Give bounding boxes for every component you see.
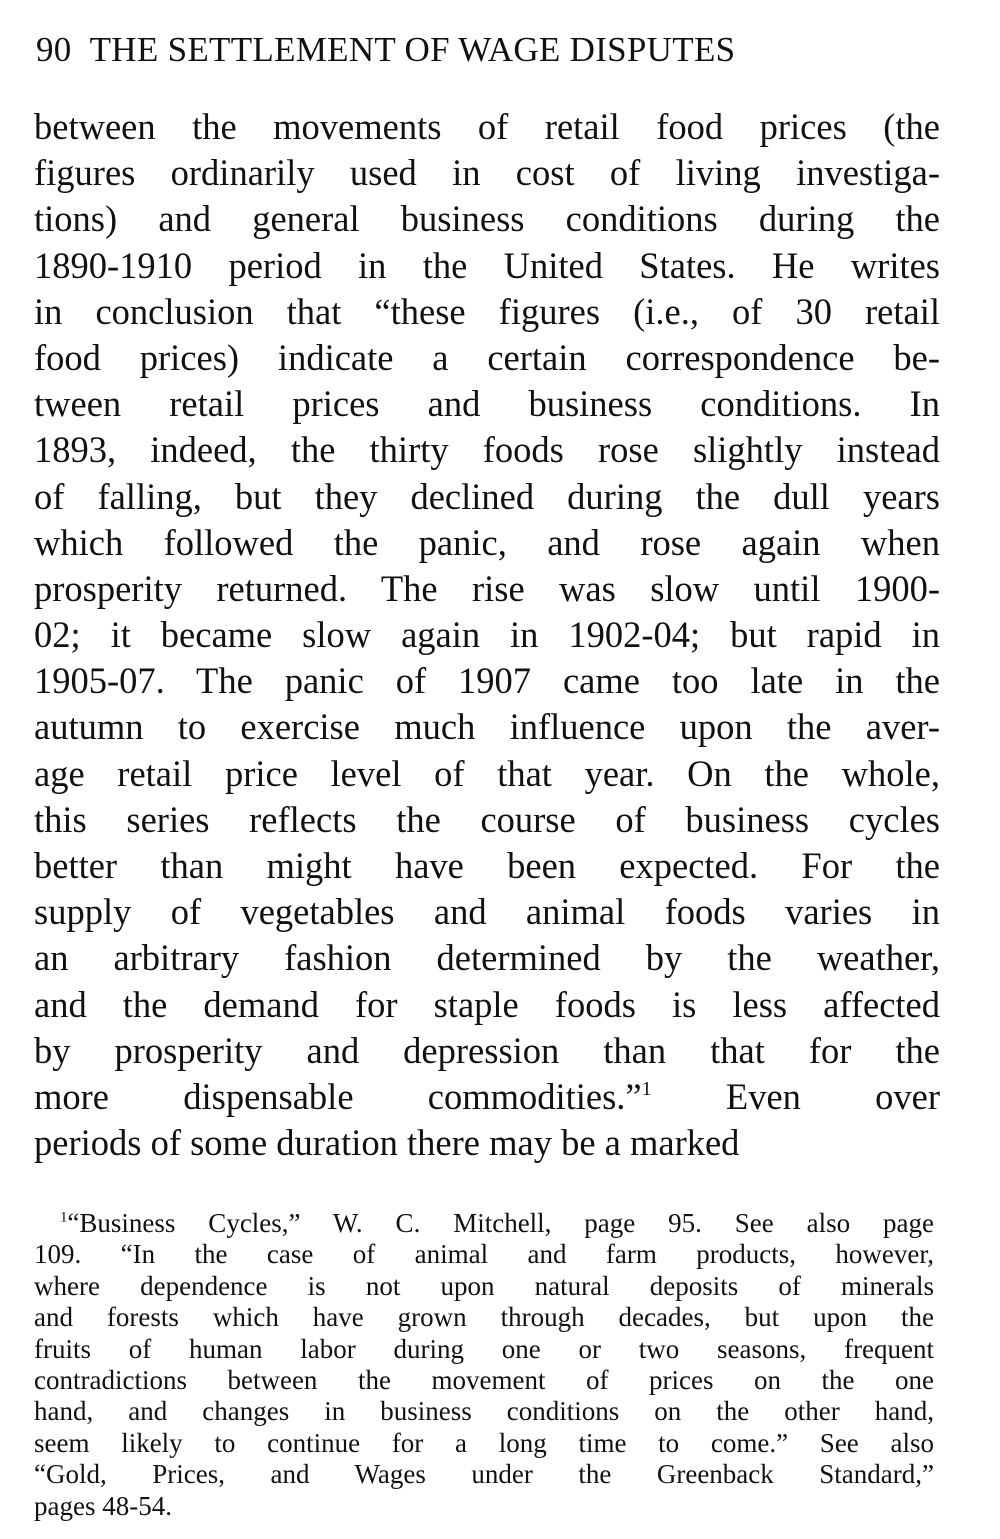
- body-line: periods of some duration there may be a marked: [34, 1122, 740, 1164]
- body-line: in conclusion that “these figures (i.e., of 30 retail: [34, 290, 940, 332]
- running-head: [36, 28, 936, 72]
- body-line: 1905-07. The panic of 1907 came too late in the: [34, 660, 940, 702]
- body-line: better than might have been expected. For the: [34, 845, 940, 886]
- running-title: THE SETTLEMENT OF WAGE DISPUTES: [89, 30, 736, 69]
- body-line: autumn to exercise much influence upon the aver-: [34, 706, 940, 748]
- footnote-line-text: “Business Cycles,” W. C. Mitchell, page 95. See also page: [67, 1208, 934, 1238]
- body-line: of falling, but they declined during the dull years: [34, 475, 940, 517]
- body-line: tween retail prices and business conditions. In: [34, 383, 940, 425]
- body-line: supply of vegetables and animal foods varies in: [34, 891, 940, 933]
- body-text: [34, 104, 940, 1166]
- footnote-line: [34, 1208, 934, 1239]
- page-number: 90: [36, 30, 72, 69]
- body-line: an arbitrary fashion determined by the weather,: [34, 937, 940, 979]
- footnote-line: “Gold, Prices, and Wages under the Greenback Standard,”: [34, 1459, 934, 1490]
- footnote-line: pages 48-54.: [34, 1490, 172, 1521]
- body-line: prosperity returned. The rise was slow until 1900-: [34, 567, 940, 609]
- footnote-reference: 1: [641, 1077, 652, 1100]
- body-line: food prices) indicate a certain correspondence be-: [34, 336, 940, 378]
- body-line: this series reflects the course of business cycles: [34, 798, 940, 840]
- footnote-line: hand, and changes in business conditions on the other hand,: [34, 1396, 934, 1427]
- body-line: which followed the panic, and rose again when: [34, 521, 940, 563]
- body-line: age retail price level of that year. On the whole,: [34, 752, 940, 794]
- footnote: [34, 1208, 934, 1522]
- body-line: 1890-1910 period in the United States. He writes: [34, 244, 940, 286]
- footnote-line: 109. “In the case of animal and farm products, however,: [34, 1239, 934, 1270]
- body-line-with-footnote-ref: [34, 1074, 940, 1120]
- body-line-tail: Even over: [651, 1075, 940, 1117]
- body-line: by prosperity and depression than that for the: [34, 1029, 940, 1071]
- body-line: 1893, indeed, the thirty foods rose slightly instead: [34, 429, 940, 471]
- body-line: tions) and general business conditions during the: [34, 198, 940, 240]
- body-line: 02; it became slow again in 1902-04; but rapid in: [34, 614, 940, 656]
- footnote-line: and forests which have grown through decades, but upon the: [34, 1302, 934, 1333]
- body-line: between the movements of retail food prices (the: [34, 106, 940, 147]
- footnote-line: where dependence is not upon natural deposits of minerals: [34, 1270, 934, 1301]
- body-line-text: more dispensable commodities.”: [34, 1075, 642, 1117]
- footnote-line: fruits of human labor during one or two seasons, frequent: [34, 1333, 934, 1364]
- footnote-line: seem likely to continue for a long time to come.” See also: [34, 1427, 934, 1458]
- footnote-marker: 1: [60, 1209, 68, 1226]
- footnote-line: contradictions between the movement of prices on the one: [34, 1364, 934, 1395]
- body-line: and the demand for staple foods is less affected: [34, 983, 940, 1025]
- body-line: figures ordinarily used in cost of living investiga-: [34, 152, 940, 194]
